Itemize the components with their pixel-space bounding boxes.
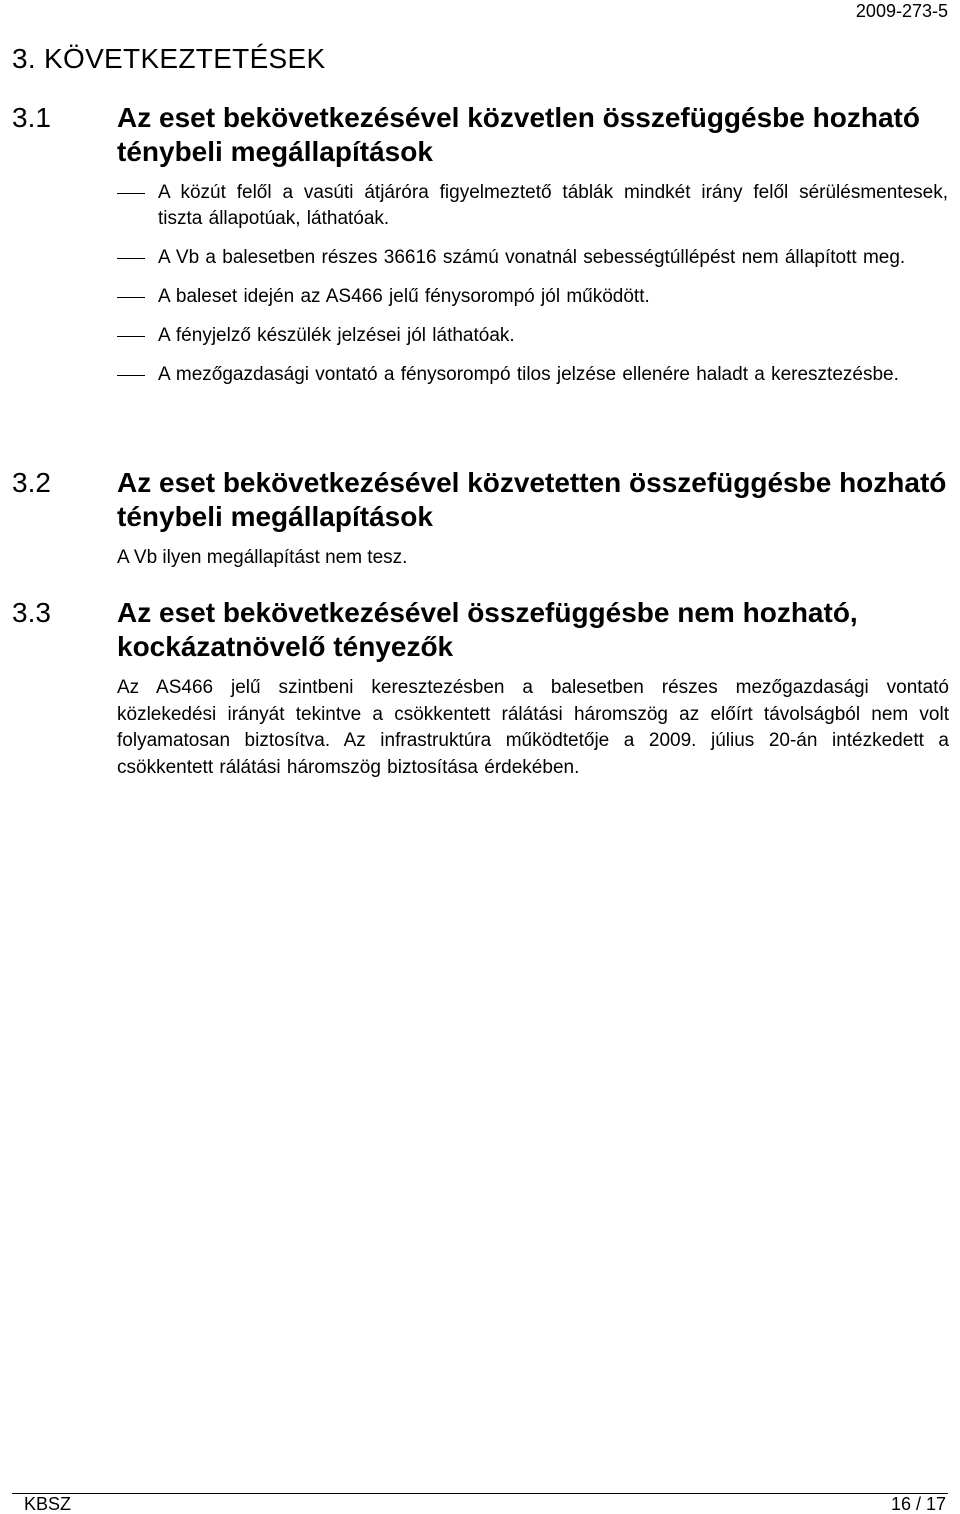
subsection-number: 3.1: [12, 102, 51, 133]
dash-bullet-icon: [117, 375, 145, 376]
subsection-title: Az eset bekövetkezésével összefüggésbe nem hozható, kockázatnövelő tényezők: [117, 597, 858, 662]
list-item: [0, 362, 960, 388]
dash-bullet-icon: [117, 193, 145, 194]
subsection-title: Az eset bekövetkezésével közvetetten összefüggésbe hozható ténybeli megállapítások: [117, 467, 947, 532]
section-title: 3. KÖVETKEZTETÉSEK: [12, 43, 326, 74]
subsection-number: 3.3: [12, 597, 51, 628]
subsection-paragraph: Az AS466 jelű szintbeni keresztezésben a balesetben részes mezőgazdasági vontató közlekedési irányát tekintve a csökkentett rálátási háromszög az előírt távolságból nem volt folyamatosan biztosítva. Az infrastruktúra működtetője a 2009. július 20-án intézkedett a csökkentett rálátási háromszög biztosítása érdekében.: [117, 677, 949, 778]
footer-divider: [12, 1493, 948, 1494]
dash-bullet-icon: [117, 297, 145, 298]
footer-organization: KBSZ: [24, 1494, 72, 1514]
page-number: 16 / 17: [890, 1494, 946, 1514]
dash-bullet-icon: [117, 258, 145, 259]
list-item-text: A mezőgazdasági vontató a fénysorompó tilos jelzése ellenére haladt a keresztezésbe.: [158, 364, 899, 385]
list-item-text: A közút felől a vasúti átjáróra figyelmeztető táblák mindkét irány felől sérülésmentesek, tiszta állapotúak, láthatóak.: [158, 182, 948, 229]
list-item: [0, 245, 960, 271]
subsection-number: 3.2: [12, 467, 51, 498]
subsection-title: Az eset bekövetkezésével közvetlen összefüggésbe hozható ténybeli megállapítások: [117, 102, 920, 167]
list-item-text: A fényjelző készülék jelzései jól láthatóak.: [158, 325, 515, 346]
list-item: [0, 284, 960, 310]
subsection-text: A Vb ilyen megállapítást nem tesz.: [117, 547, 408, 568]
list-item: [0, 323, 960, 349]
document-id: 2009-273-5: [855, 1, 948, 21]
list-item-text: A Vb a balesetben részes 36616 számú vonatnál sebességtúllépést nem állapított meg.: [158, 247, 906, 268]
list-item-text: A baleset idején az AS466 jelű fénysorompó jól működött.: [158, 286, 650, 307]
list-item: [0, 180, 960, 232]
dash-bullet-icon: [117, 336, 145, 337]
findings-list: [0, 180, 960, 388]
